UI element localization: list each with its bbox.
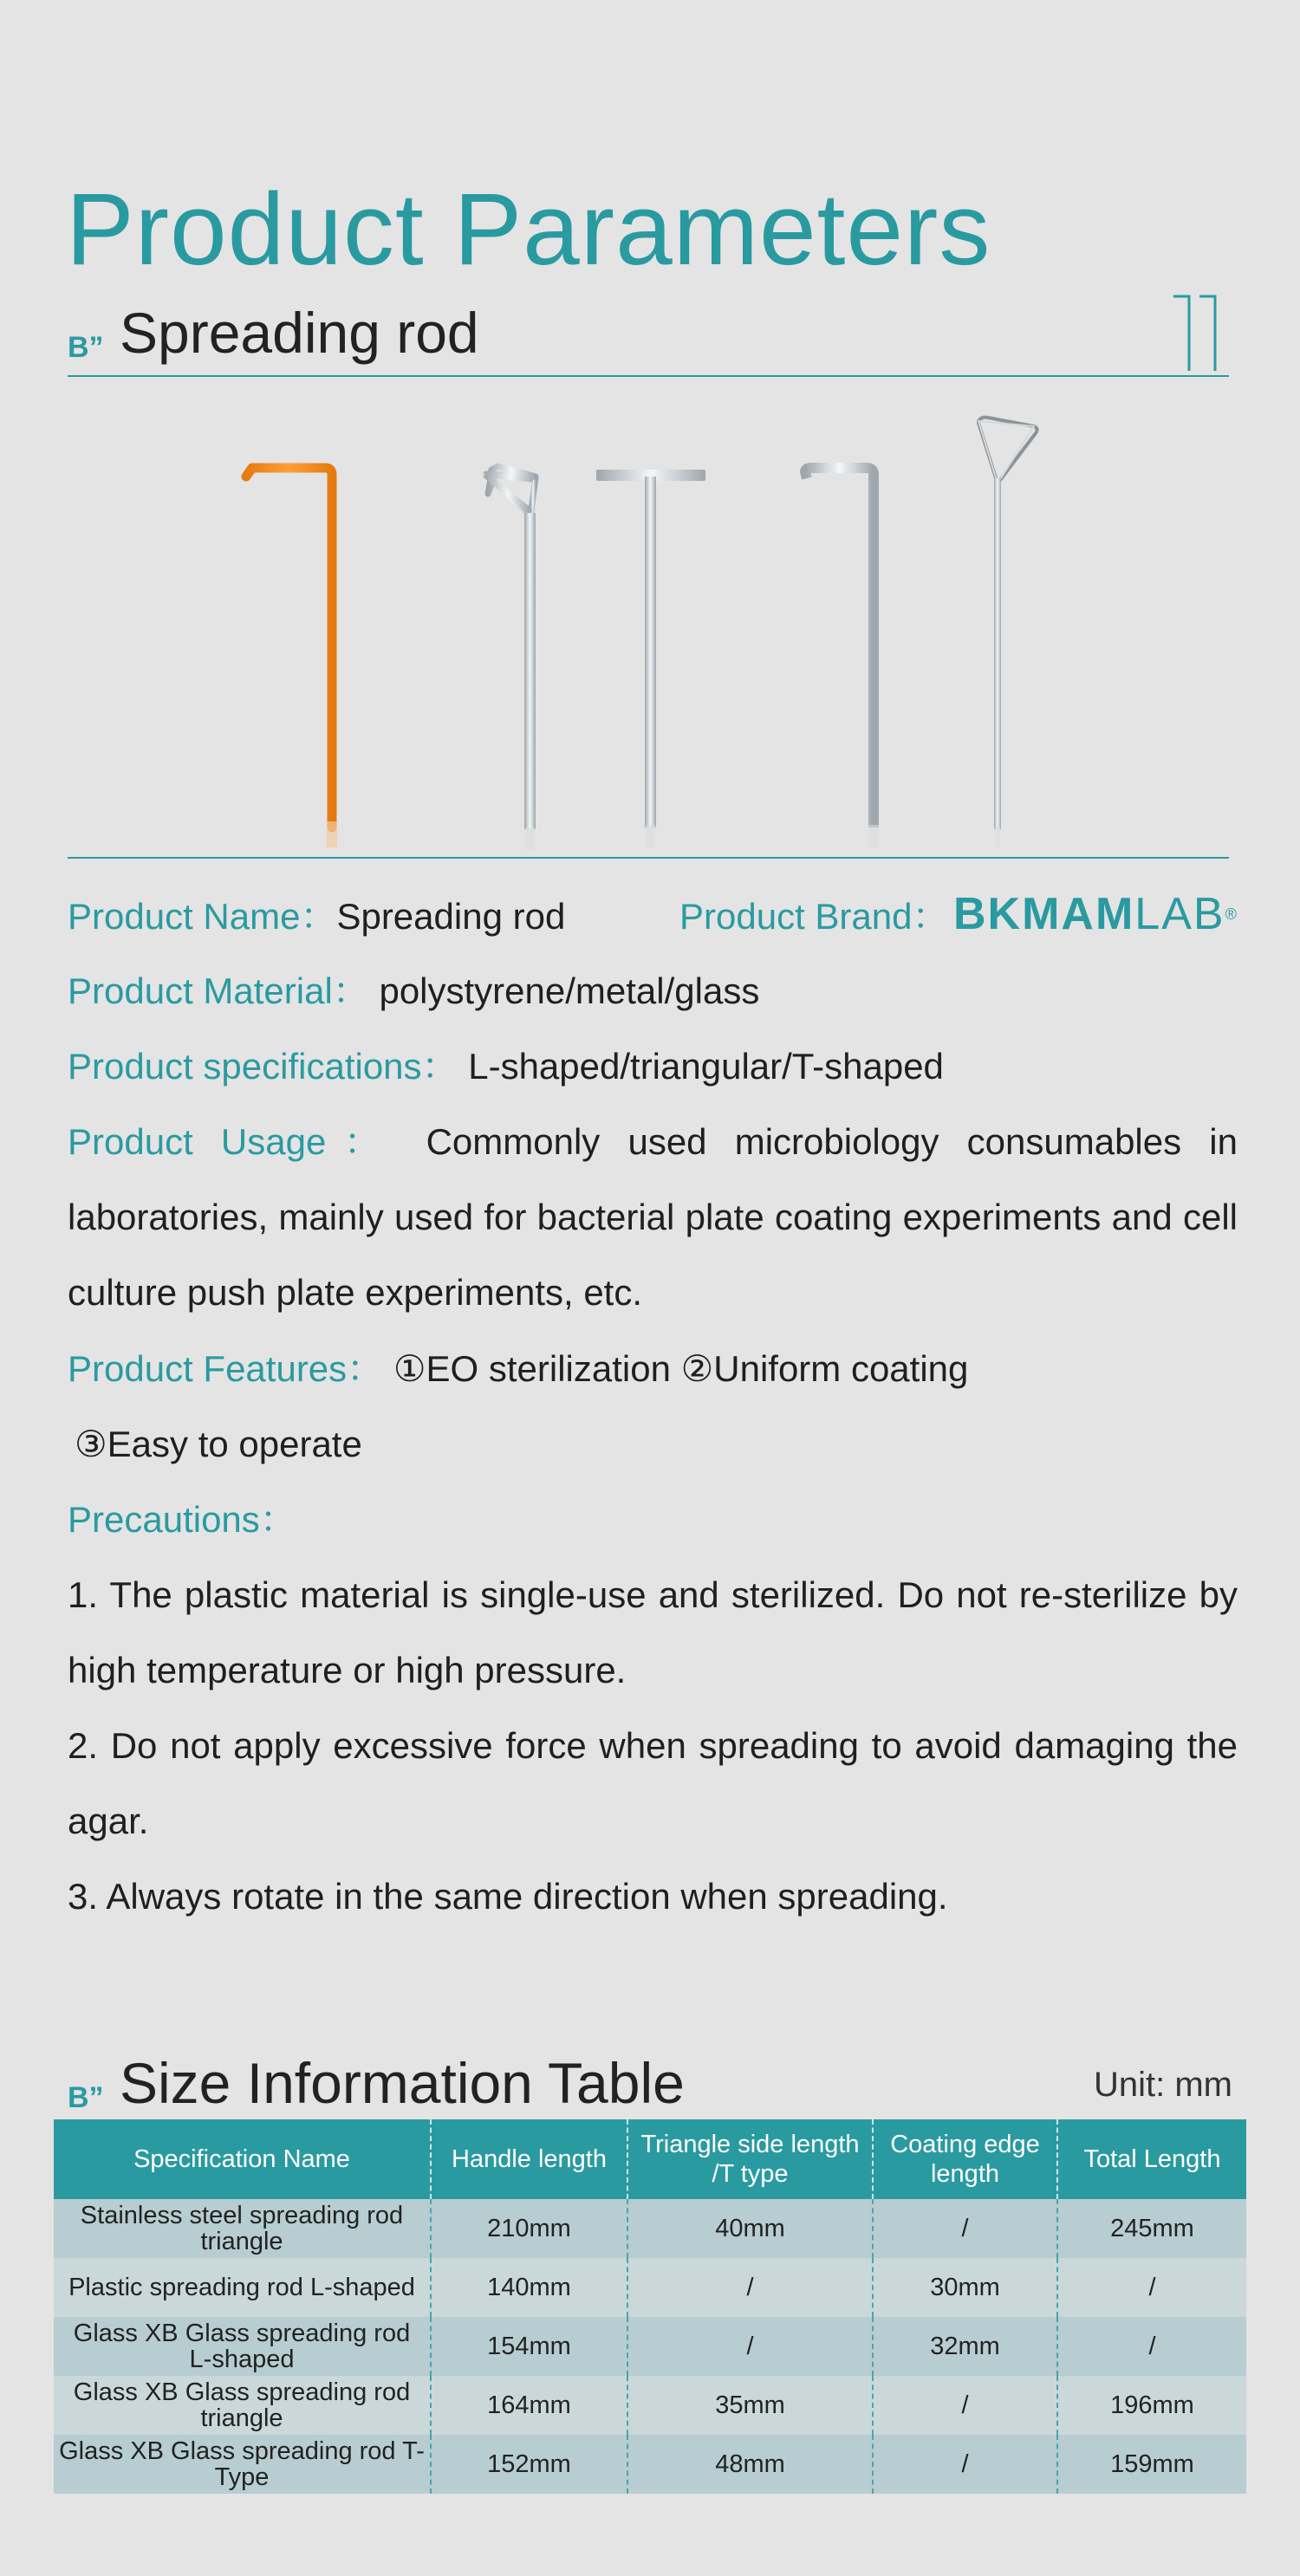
table-cell: Stainless steel spreading rod triangle: [54, 2199, 431, 2258]
product-features-label: Product Features：: [68, 1348, 384, 1389]
precaution-item: 2. Do not apply excessive force when spreading to avoid damaging the agar.: [68, 1725, 1238, 1841]
table-cell: 159mm: [1057, 2435, 1246, 2494]
table-cell: 140mm: [431, 2258, 627, 2317]
table-cell: /: [627, 2258, 873, 2317]
rod-triangle-large-icon: [978, 418, 1037, 848]
rod-triangle-metal-icon: [484, 466, 536, 849]
product-usage-value: Commonly used microbiology consumables in laboratories, mainly used for bacterial plate coating experiments and cell culture push plate experiments, etc.: [68, 1121, 1238, 1313]
product-features-value-2: ③Easy to operate: [75, 1424, 362, 1464]
table-header-row: [54, 2119, 1246, 2199]
product-features-line-2: [75, 1418, 362, 1470]
product-brand-line: [679, 891, 949, 943]
precautions-label: Precautions：: [68, 1499, 296, 1540]
section-header: [68, 293, 1229, 371]
decorative-bracket-icon: [1168, 293, 1220, 373]
table-cell: 152mm: [431, 2435, 627, 2494]
size-information-table: [54, 2119, 1246, 2494]
product-material-line: [68, 965, 759, 1017]
table-row: [54, 2317, 1246, 2376]
table-header-cell: Specification Name: [54, 2119, 431, 2199]
table-row: [54, 2258, 1246, 2317]
table-cell: Glass XB Glass spreading rod T-Type: [54, 2435, 431, 2494]
rod-t-shaped-glass-icon: [596, 470, 705, 847]
table-cell: 30mm: [873, 2258, 1057, 2317]
table-cell: /: [873, 2199, 1057, 2258]
size-section-title: Size Information Table: [120, 2051, 685, 2115]
product-specs-line: [68, 1041, 944, 1093]
table-cell: /: [873, 2435, 1057, 2494]
table-row: [54, 2376, 1246, 2435]
table-cell: 164mm: [431, 2376, 627, 2435]
product-specs-value: L-shaped/triangular/T-shaped: [468, 1046, 944, 1087]
product-features-line: [68, 1343, 968, 1395]
rod-l-shaped-glass-icon: [805, 468, 879, 847]
precautions-heading: [68, 1494, 296, 1546]
table-cell: 35mm: [627, 2376, 873, 2435]
table-header-cell: Total Length: [1057, 2119, 1246, 2199]
table-cell: /: [1057, 2258, 1246, 2317]
table-header-cell: Handle length: [431, 2119, 627, 2199]
rod-l-shaped-orange-icon: [246, 468, 337, 847]
product-name-value: Spreading rod: [336, 896, 566, 937]
size-section-mark: B”: [68, 2081, 104, 2114]
header-rule: [68, 375, 1229, 377]
product-name-line: [68, 891, 565, 943]
product-material-value: polystyrene/metal/glass: [379, 970, 760, 1011]
table-header-cell: Triangle side length /T type: [627, 2119, 873, 2199]
table-cell: /: [627, 2317, 873, 2376]
table-cell: 154mm: [431, 2317, 627, 2376]
unit-label: Unit: mm: [1094, 2066, 1232, 2104]
product-specs-label: Product specifications：: [68, 1046, 458, 1087]
product-name-label: Product Name：: [68, 896, 337, 937]
table-cell: /: [1057, 2317, 1246, 2376]
product-usage-paragraph: [68, 1104, 1238, 1330]
table-cell: 40mm: [627, 2199, 873, 2258]
brand-logo: BKMAMLAB®: [953, 889, 1238, 939]
table-cell: Plastic spreading rod L-shaped: [54, 2258, 431, 2317]
table-cell: 210mm: [431, 2199, 627, 2258]
precaution-item: 1. The plastic material is single-use and sterilized. Do not re-sterilize by high temperature or high pressure.: [68, 1574, 1238, 1690]
page-title: Product Parameters: [66, 172, 991, 287]
table-row: [54, 2199, 1246, 2258]
table-cell: 48mm: [627, 2435, 873, 2494]
table-header-cell: Coating edge length: [873, 2119, 1057, 2199]
size-section-header: [68, 2043, 1229, 2121]
table-cell: Glass XB Glass spreading rod triangle: [54, 2376, 431, 2435]
product-brand-label: Product Brand：: [679, 896, 949, 937]
product-features-value-1: ①EO sterilization ②Uniform coating: [393, 1348, 969, 1389]
table-row: [54, 2435, 1246, 2494]
product-rods-illustration: [68, 381, 1229, 858]
product-usage-label: Product Usage：: [68, 1121, 399, 1162]
illustration-rule: [68, 857, 1229, 859]
section-title: Spreading rod: [120, 301, 479, 365]
table-cell: /: [873, 2376, 1057, 2435]
table-cell: 196mm: [1057, 2376, 1246, 2435]
product-material-label: Product Material：: [68, 970, 369, 1011]
table-cell: Glass XB Glass spreading rod L-shaped: [54, 2317, 431, 2376]
section-mark: B”: [68, 331, 104, 364]
precaution-item: 3. Always rotate in the same direction when spreading.: [68, 1876, 948, 1917]
table-cell: 245mm: [1057, 2199, 1246, 2258]
table-cell: 32mm: [873, 2317, 1057, 2376]
